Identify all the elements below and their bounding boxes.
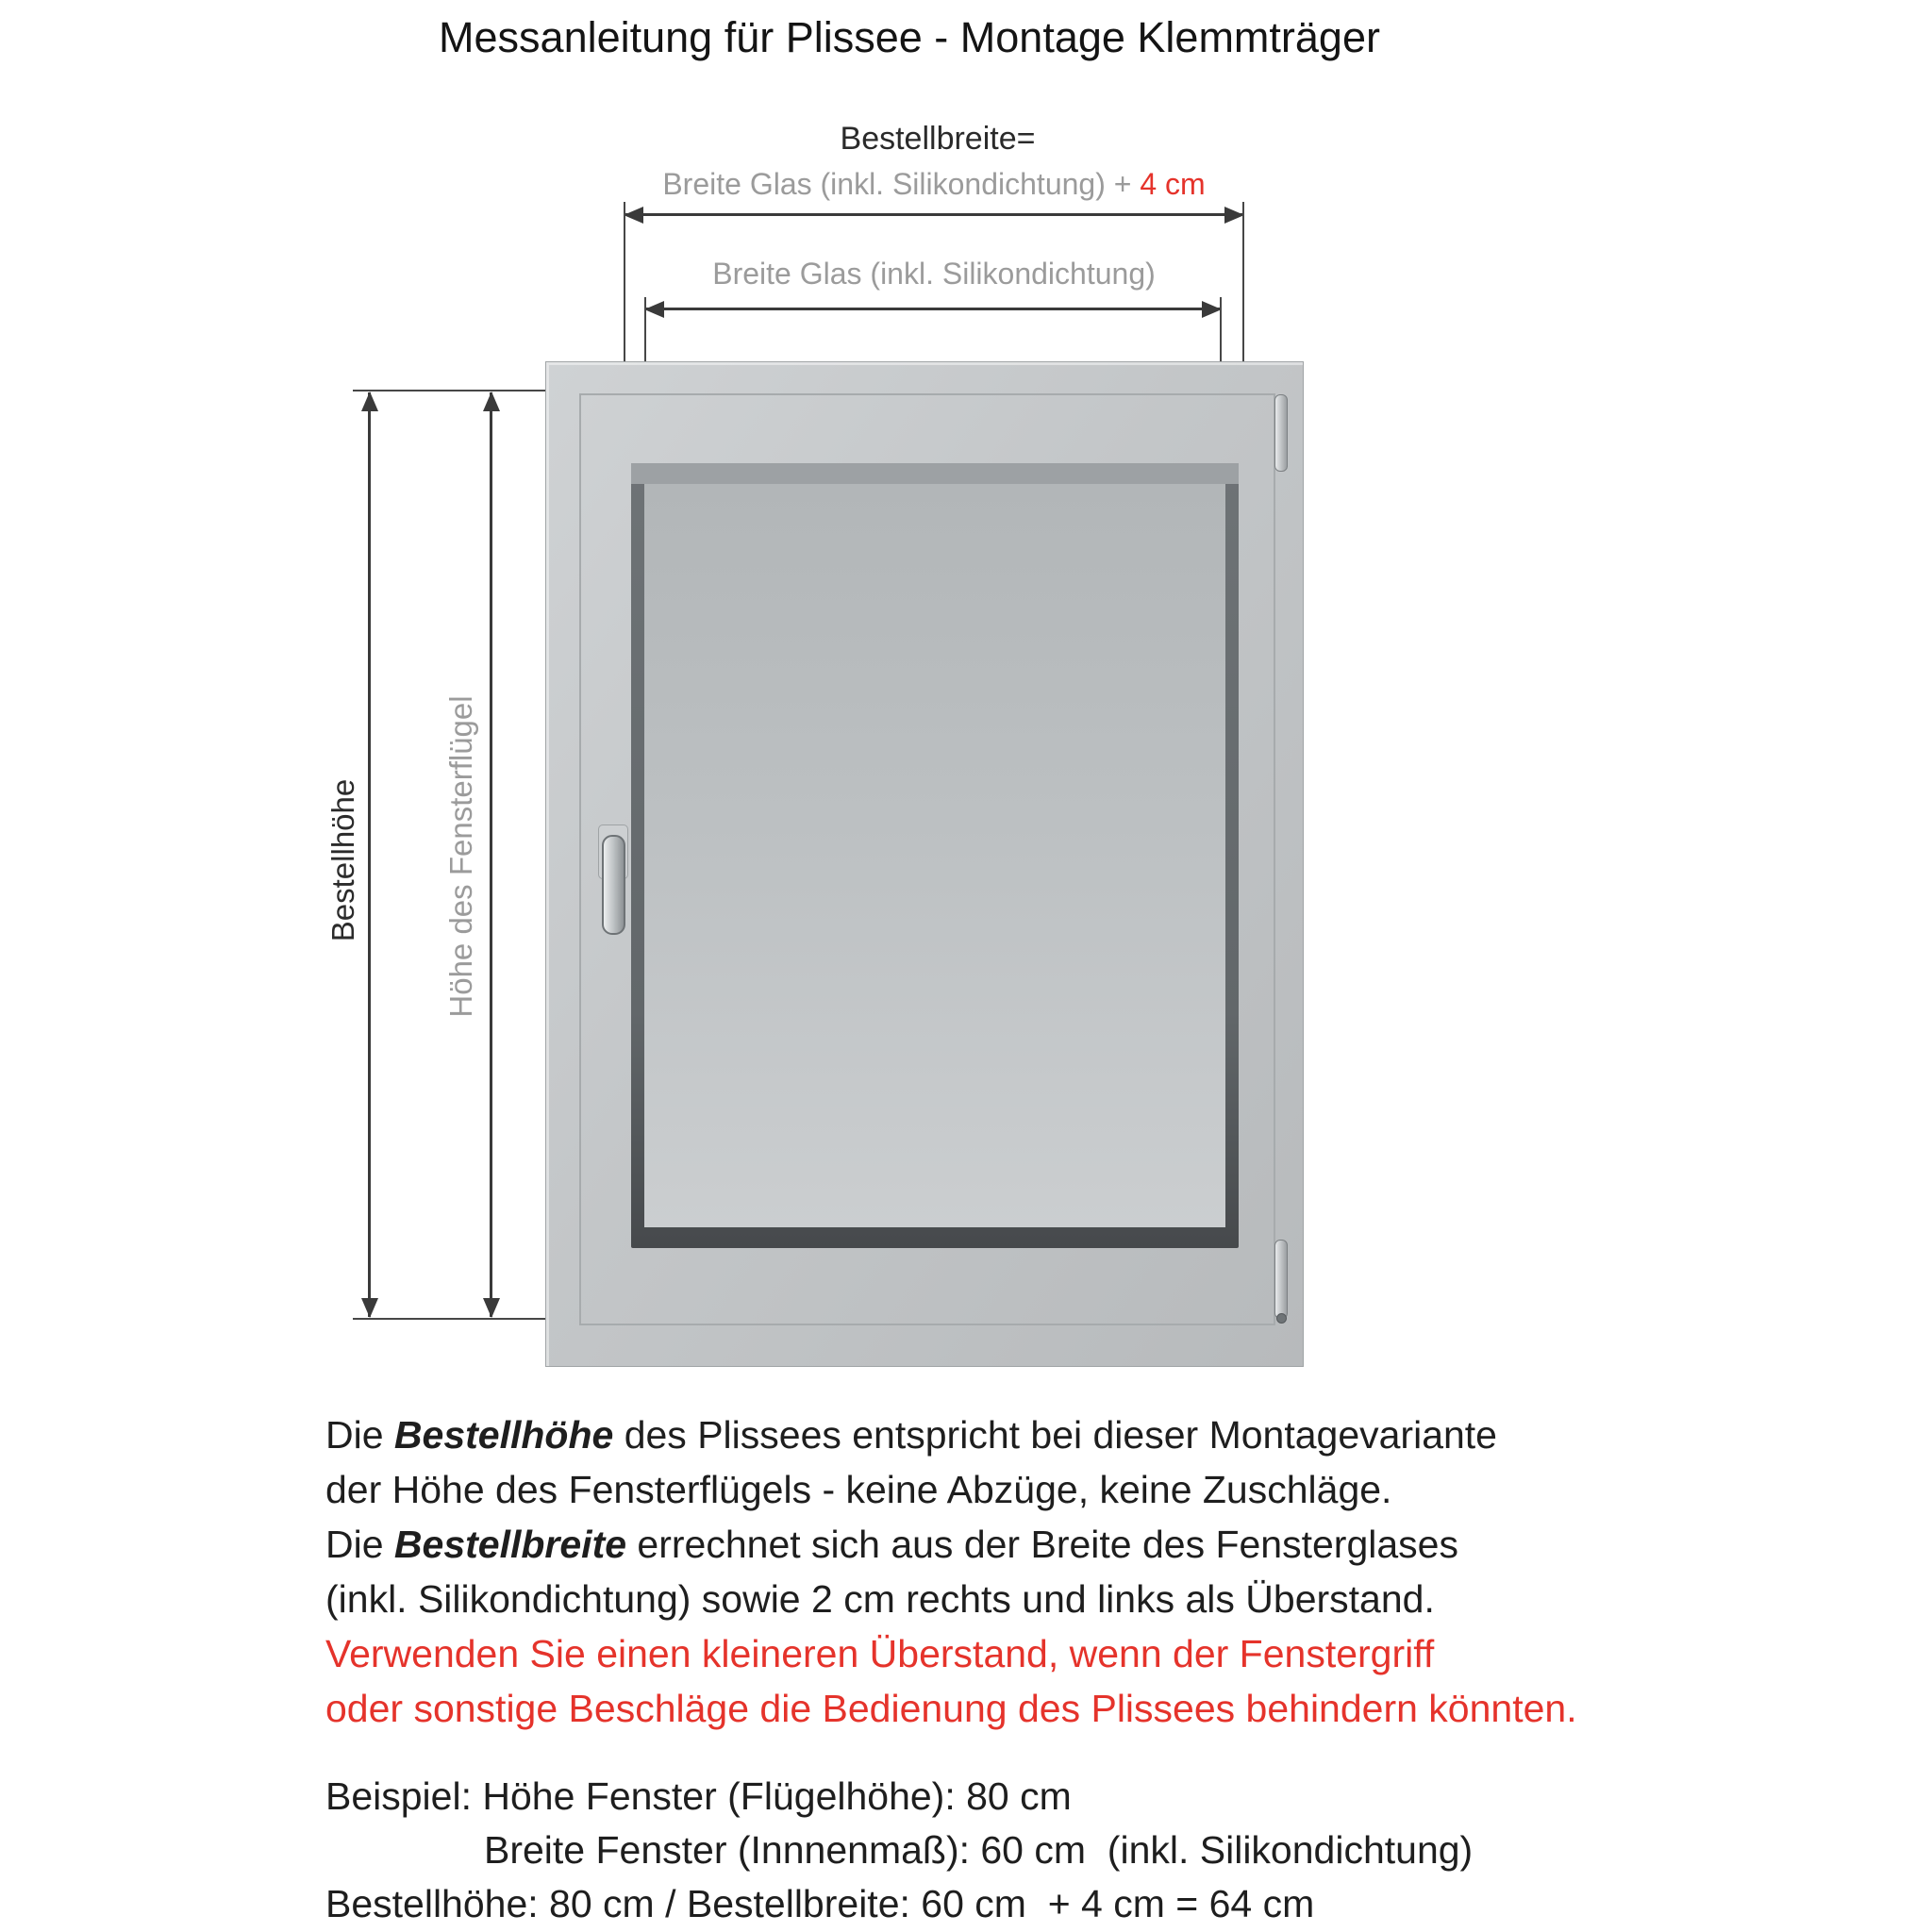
window-glass-bevel [631, 463, 1239, 1248]
order-height-label: Bestellhöhe [325, 778, 360, 942]
text-segment: der Höhe des Fensterflügels - keine Abzüge, keine Zuschläge. [325, 1468, 1392, 1511]
text-segment: Die [325, 1413, 394, 1457]
arrowhead-left-icon [644, 301, 664, 318]
outer-width-dimension-arrow [625, 213, 1243, 216]
text-segment: des Plissees entspricht bei dieser Montagevariante [613, 1413, 1497, 1457]
example-calculation-block [325, 1770, 1473, 1931]
instruction-paragraph [325, 1407, 1577, 1736]
warning-text-line [325, 1626, 1577, 1681]
arrowhead-down-icon [483, 1298, 500, 1318]
pleated-blind-top-rail [631, 463, 1239, 484]
window-glass [644, 484, 1225, 1227]
instruction-text-line [325, 1517, 1577, 1572]
window-handle [602, 835, 625, 935]
page-title: Messanleitung für Plissee - Montage Klemmträger [439, 13, 1380, 61]
emphasized-term: Bestellbreite [393, 1523, 627, 1566]
warning-text-line [325, 1681, 1577, 1736]
inner-width-dimension-arrow [645, 308, 1221, 310]
text-segment: Verwenden Sie einen kleineren Überstand, wenn der Fenstergriff [325, 1632, 1435, 1675]
text-segment: oder sonstige Beschläge die Bedienung des Plissees behindern könnten. [325, 1687, 1577, 1730]
example-line: Breite Fenster (Innnenmaß): 60 cm (inkl. Silikondichtung) [484, 1828, 1474, 1872]
text-segment: errechnet sich aus der Breite des Fensterglases [626, 1523, 1458, 1566]
arrowhead-up-icon [361, 391, 378, 411]
text-segment: (inkl. Silikondichtung) sowie 2 cm rechts und links als Überstand. [325, 1577, 1435, 1621]
overhang-value: 4 cm [1140, 167, 1206, 201]
arrowhead-down-icon [361, 1298, 378, 1318]
glass-width-text: Breite Glas (inkl. Silikondichtung) + [662, 167, 1141, 201]
instruction-text-line [325, 1407, 1577, 1462]
order-width-label: Bestellbreite= [840, 121, 1036, 157]
arrowhead-right-icon [1224, 207, 1244, 224]
order-height-dimension-arrow [368, 392, 371, 1317]
arrowhead-right-icon [1202, 301, 1222, 318]
window-hinge-bottom [1274, 1240, 1288, 1319]
hinge-pin-icon [1276, 1313, 1287, 1324]
text-segment: Die [325, 1523, 394, 1566]
example-line: Bestellhöhe: 80 cm / Bestellbreite: 60 cm + 4 cm = 64 cm [325, 1882, 1315, 1925]
example-line: Beispiel: Höhe Fenster (Flügelhöhe): 80 cm [325, 1774, 1072, 1818]
arrowhead-left-icon [624, 207, 643, 224]
instruction-text-line [325, 1572, 1577, 1626]
emphasized-term: Bestellhöhe [393, 1413, 614, 1457]
window-hinge-top [1274, 394, 1288, 472]
glass-width-label: Breite Glas (inkl. Silikondichtung) [712, 257, 1156, 291]
arrowhead-up-icon [483, 391, 500, 411]
window-illustration [545, 361, 1304, 1367]
instruction-text-line [325, 1462, 1577, 1517]
glass-width-plus-4cm-label [557, 167, 1311, 202]
sash-height-label: Höhe des Fensterflügel [443, 695, 478, 1018]
sash-height-dimension-arrow [490, 392, 492, 1317]
